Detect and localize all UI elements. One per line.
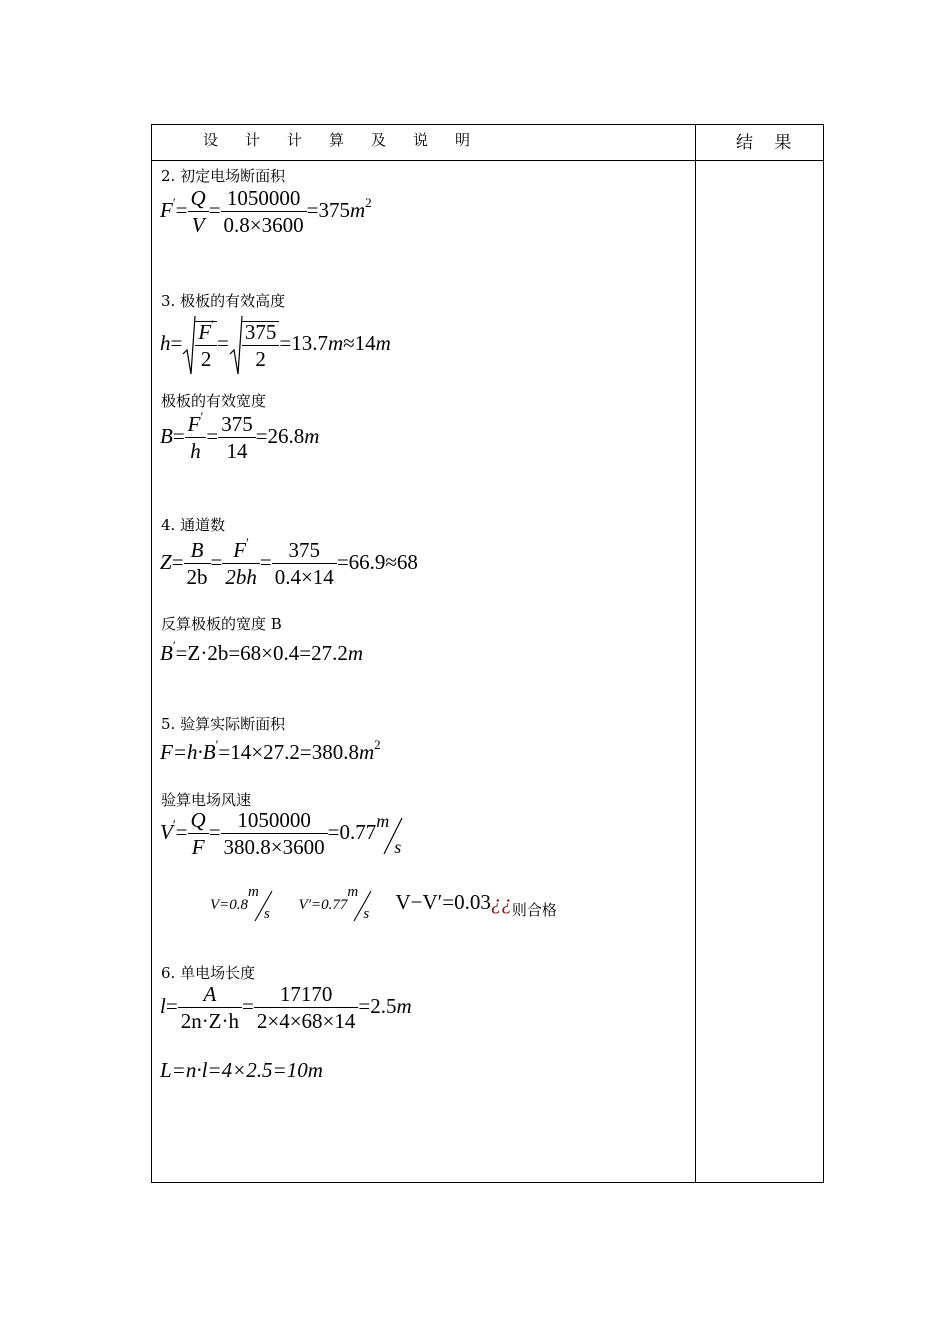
section-2-title: 2. 初定电场断面积: [161, 167, 286, 185]
equation-width: B= $\frac{F'}{h}$ = $\frac{375}{14}$ =26.8m: [160, 409, 320, 463]
equation-height: h= $\frac{F'}{2}$ = $\frac{375}{2}$ =13.7m≈14m: [160, 314, 391, 376]
header-char: 设: [203, 131, 219, 149]
header-design-calc: [203, 129, 497, 150]
effective-width-label: 极板的有效宽度: [161, 392, 267, 410]
equation-channels: Z= $\frac{B}{2b}$ = $\frac{F'}{2bh}$ = $\frac{375}{0.4\times 14}$ =66.9≈68: [160, 535, 418, 589]
header-char: 计: [245, 131, 261, 149]
equation-velocity: V′= $\frac{Q}{F}$ = $\frac{1050000}{380.8\times 3600}$ =0.77 m s: [160, 808, 402, 859]
equation-actual-area: $F=h\cdot B'=14\times 27.2=380.8m^2$: [160, 737, 381, 764]
column-divider: [695, 124, 696, 1183]
header-char: 及: [371, 131, 387, 149]
equation-field-length: l= $\frac{A}{2n\cdot Z\cdot h}$ = $\frac{17170}{2\times 4\times 68\times 14}$ =2.5m: [160, 982, 412, 1033]
section-6-title: 6. 单电场长度: [161, 964, 256, 982]
back-calc-label: 反算极板的宽度 B: [161, 615, 282, 633]
header-char: 明: [455, 131, 471, 149]
section-5-title: 5. 验算实际断面积: [161, 715, 286, 733]
header-divider: [151, 160, 824, 161]
verify-velocity-label: 验算电场风速: [161, 791, 252, 809]
equation-width-recalc: B′=Z·2b=68×0.4=27.2m: [160, 638, 364, 665]
velocity-compare-line: V=0.8 m s V′=0.77 m s $V-V'=0.03¿¿_{则合格}$: [210, 884, 557, 922]
section-3-title: 3. 极板的有效高度: [161, 292, 286, 310]
section-4-title: 4. 通道数: [161, 516, 226, 534]
equation-area: F′= $\frac{Q}{V}$ = $\frac{1050000}{0.8\times 3600}$ $=375m^2$: [160, 186, 372, 237]
header-char: 说: [413, 131, 429, 149]
header-result: 结 果: [736, 133, 800, 153]
equation-total-length: L=n·l=4×2.5=10m: [160, 1058, 323, 1082]
header-char: 算: [329, 131, 345, 149]
header-char: 计: [287, 131, 303, 149]
